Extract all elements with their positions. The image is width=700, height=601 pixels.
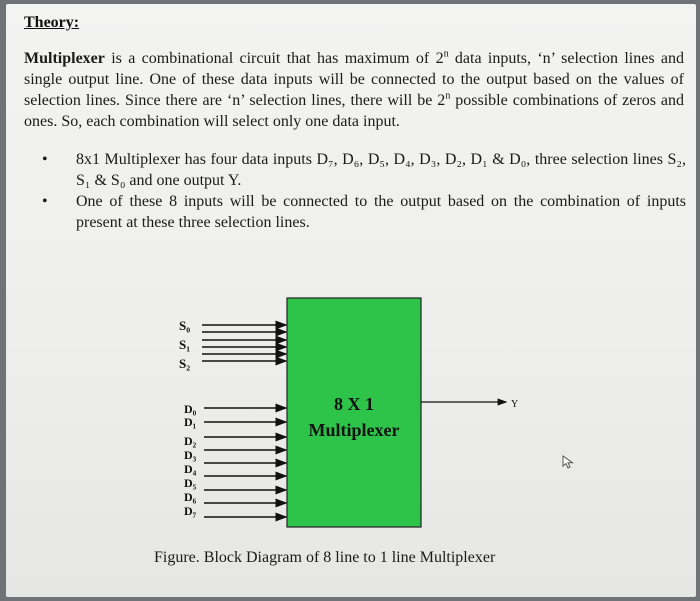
para-sup-b: n (445, 90, 451, 102)
bold-term: Multiplexer (24, 50, 105, 67)
select-label-s0: S₀ (179, 318, 191, 333)
para-text-c: possible combinations of zeros and ones. So, each combination will select only one data input. (24, 92, 684, 130)
section-heading: Theory: (24, 14, 80, 31)
mouse-cursor-icon (562, 455, 574, 469)
select-labels (179, 318, 190, 371)
para-text-b: data inputs, ‘n’ selection lines and single output line. One of these data inputs will be connected to the output based on the values of selection lines. Since there are ‘n’ selection lines, there will be 2 (24, 50, 685, 109)
para-text-a: is a combinational circuit that has maximum of 2 (104, 50, 444, 67)
mux-block-title: 8 X 1 (334, 394, 374, 414)
data-label-d4: D₄ (184, 462, 197, 476)
data-label-d2: D₂ (184, 434, 197, 448)
mux-block-subtitle: Multiplexer (308, 420, 400, 440)
data-label-d7: D₇ (184, 504, 197, 518)
bullet-text: One of these 8 inputs will be connected to the output based on the combination of inputs present at these three selection lines. (76, 193, 686, 231)
document-page (6, 4, 696, 597)
select-label-s2: S₂ (179, 356, 191, 371)
data-lines (204, 408, 286, 517)
data-label-d6: D₆ (184, 490, 197, 504)
mux-block-diagram (6, 4, 696, 597)
bullet-marker: • (42, 193, 48, 210)
output-label: Y (511, 399, 519, 410)
data-label-d0: D₀ (184, 402, 197, 416)
select-label-s1: S₁ (179, 337, 191, 352)
bullet-text: 8x1 Multiplexer has four data inputs D₇, D₆, D₅, D₄, D₃, D₂, D₁ & D₀, three selection lines S₂, S₁ & S₀ and one output Y. (76, 151, 686, 189)
bullet-marker: • (42, 151, 48, 168)
figure-caption: Figure. Block Diagram of 8 line to 1 line Multiplexer (154, 549, 496, 566)
para-sup-a: n (443, 48, 449, 60)
data-label-d1: D₁ (184, 415, 197, 429)
data-labels (184, 402, 197, 518)
select-lines (202, 325, 286, 361)
data-label-d3: D₃ (184, 448, 197, 462)
data-label-d5: D₅ (184, 476, 197, 490)
